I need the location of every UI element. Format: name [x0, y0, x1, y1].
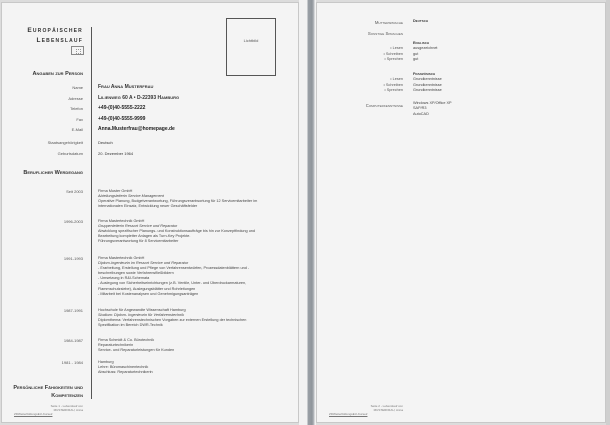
field-value-fax: +49-(0)40-5555-9999 [98, 116, 146, 122]
field-value-phone: +49-(0)40-5555-2222 [98, 105, 146, 111]
french-block [413, 72, 442, 93]
career-period: Seit 2003 [66, 189, 83, 194]
label-other-languages: Sonstige Sprachen [367, 31, 403, 36]
title-line-2: Lebenslauf [36, 37, 83, 44]
footer-line-2: MUSTERFRAU, Anna [53, 408, 83, 412]
english-writing-value: gut [413, 51, 419, 56]
page-2 [316, 2, 606, 423]
entry-line: beschreibungen sowie Verfahrensfließbildern [98, 271, 174, 276]
career-entry [98, 256, 288, 297]
entry-line: - Umsetzung in R&I-Schemata [98, 276, 150, 281]
entry-line: Firma Mastertechnik GmbH [98, 219, 145, 223]
career-entry [98, 338, 288, 353]
entry-line: Diplom-Ingenieurin im Ressort Service und Reparatur [98, 261, 189, 266]
field-label-email: E-Mail [71, 127, 83, 132]
footer-link[interactable]: ZDWeiterbildungsEU-Kurse2 [14, 412, 53, 416]
footer-link[interactable]: ZDWeiterbildungsEU-Kurse2 [329, 412, 368, 416]
photo-placeholder-label: Lichtbild [243, 38, 259, 43]
entry-line: - Erarbeitung, Erstellung und Pflege von Verfahrensentwürfen, Prozessdatenblättern und - [98, 266, 250, 271]
entry-line: Abschluss: Reparaturtechnikerin [98, 370, 153, 375]
entry-line: Abteilungsleiterin Service Management [98, 194, 164, 199]
entry-line: internationalen Einsatz, Entwicklung neuer Geschäftsfelder [98, 204, 198, 209]
career-entry [98, 308, 288, 328]
field-label-phone: Telefon [70, 106, 83, 111]
cv-title [27, 26, 83, 46]
entry-line: Bearbeitung kompletter Anlagen als Turn-Key Projekte. [98, 234, 191, 239]
field-label-nationality: Staatsangehörigkeit [47, 140, 83, 145]
language-french: Französisch [413, 72, 436, 76]
career-period: 1996-2003 [63, 219, 83, 224]
entry-line: Firma Muster GmbH [98, 189, 133, 193]
entry-line: Diplomthema: Verfahrenstechnischen Vorgaben zur externen Erstellung der technischen [98, 318, 247, 323]
value-mother-tongue [413, 19, 428, 24]
divider-line [91, 27, 92, 399]
label-computer-skills: Computerkenntnisse [365, 103, 403, 108]
field-value-name: Frau Anna Musterfrau [98, 84, 154, 90]
title-line-1: Europäischer [27, 27, 83, 34]
page-gutter-scrollbar[interactable] [299, 0, 316, 425]
field-value-address: Lilienweg 60 A • D-22393 Hamburg [98, 95, 180, 101]
entry-line: Reparaturtechnikerin [98, 343, 134, 348]
language-english: Englisch [413, 41, 430, 45]
section-heading-personal: Angaben zur Person [32, 71, 83, 77]
entry-line: - Auslegung von Sicherheitseinrichtungen (z.B. Ventile, Unter- und Überdruckarmaturen, [98, 281, 247, 286]
section-heading-skills [13, 384, 83, 400]
mother-tongue-value: Deutsch [413, 19, 429, 23]
field-label-name: Name [72, 85, 83, 90]
field-value-email: Anna.Musterfrau@homepage.de [98, 126, 175, 132]
eu-flag-icon [71, 46, 84, 55]
english-block [413, 41, 438, 62]
career-period: 1981 - 1984 [61, 360, 83, 365]
section-heading-career: Beruflicher Werdegang [23, 170, 83, 176]
field-label-fax: Fax [76, 117, 83, 122]
field-label-birthdate: Geburtsdatum [57, 151, 83, 156]
career-entry [98, 360, 288, 375]
entry-line: Studium: Diplom- Ingenieurin für Verfahrenstechnik [98, 313, 184, 318]
french-speaking-label: • Sprechen [384, 87, 403, 92]
entry-line: Lehre: Büromaschinentechnik [98, 365, 149, 370]
entry-line: Operative Planung, Budgetverantwortung, Führungsverantwortung für 12 Servicemitarbeiter im [98, 199, 258, 204]
field-value-birthdate: 20. Dezember 1964 [98, 151, 134, 156]
career-period: 1984-1987 [63, 338, 83, 343]
career-entry [98, 219, 288, 244]
footer-line-1: Seite 1 - Lebenslauf von [50, 404, 83, 408]
english-reading-value: ausgezeichnet [413, 46, 438, 51]
french-reading-value: Grundkenntnisse [413, 77, 442, 82]
entry-line: Abwicklung spezifischer Planungs- und Konstruktionsaufträge bis hin zur Konzeptfindung und [98, 229, 256, 234]
french-labels [384, 77, 403, 93]
french-reading-label: • Lesen [390, 77, 403, 82]
entry-line: Service- und Reparaturleistungen für Kunden [98, 348, 175, 353]
french-speaking-value: Grundkenntnisse [413, 87, 442, 92]
photo-placeholder [226, 18, 276, 76]
entry-line: Spezifikation im Bereich DWR-Technik [98, 323, 163, 328]
viewer-edge [606, 0, 610, 425]
footer-link-wrap [329, 412, 367, 416]
english-reading-label: • Lesen [390, 46, 403, 51]
field-label-address: Adresse [68, 96, 83, 101]
skills-heading-line-1: Persönliche Fähigkeiten und [13, 385, 83, 391]
computer-skill: AutoCAD [413, 111, 429, 116]
footer-link-wrap [14, 412, 52, 416]
entry-line: Flammschutzsiebe), Auslegungsblätter und Rohrleitungen [98, 286, 196, 291]
english-writing-label: • Schreiben [383, 51, 403, 56]
computer-skill: Windows XP/Office XP [413, 101, 452, 105]
french-writing-value: Grundkenntnisse [413, 82, 442, 87]
english-speaking-label: • Sprechen [384, 56, 403, 61]
entry-line: Firma Mastertechnik GmbH [98, 256, 145, 260]
entry-line: Firma Schmidt & Co. Bürotechnik [98, 338, 155, 342]
label-mother-tongue: Muttersprache [374, 20, 403, 25]
entry-line: - Mitarbeit bei Kostenanalysen und Genehmigungsanträgen [98, 291, 199, 296]
field-value-nationality: Deutsch [98, 140, 113, 145]
career-entry [98, 189, 288, 209]
footer-line-2: MUSTERFRAU, Anna [373, 408, 403, 412]
computer-skill: SAP/R3 [413, 106, 427, 111]
skills-heading-line-2: Kompetenzen [51, 393, 83, 399]
entry-line: Hamburg [98, 360, 114, 364]
computer-skills-block [413, 101, 452, 117]
entry-line: Gruppenleiterin Ressort Service und Reparatur [98, 224, 178, 229]
career-period: 1987-1991 [63, 308, 83, 313]
english-labels [384, 46, 403, 62]
entry-line: Hochschule für Angewandte Wissenschaft Hamburg [98, 308, 186, 312]
english-speaking-value: gut [413, 56, 419, 61]
footer-line-1: Seite 2 - Lebenslauf von [370, 404, 403, 408]
page-footer [51, 404, 83, 412]
career-period: 1991-1993 [63, 256, 83, 261]
french-writing-label: • Schreiben [383, 82, 403, 87]
page-footer [371, 404, 403, 412]
page-1 [1, 2, 299, 423]
entry-line: Führungsverantwortung für 8 Servicemitarbeiter [98, 239, 179, 244]
